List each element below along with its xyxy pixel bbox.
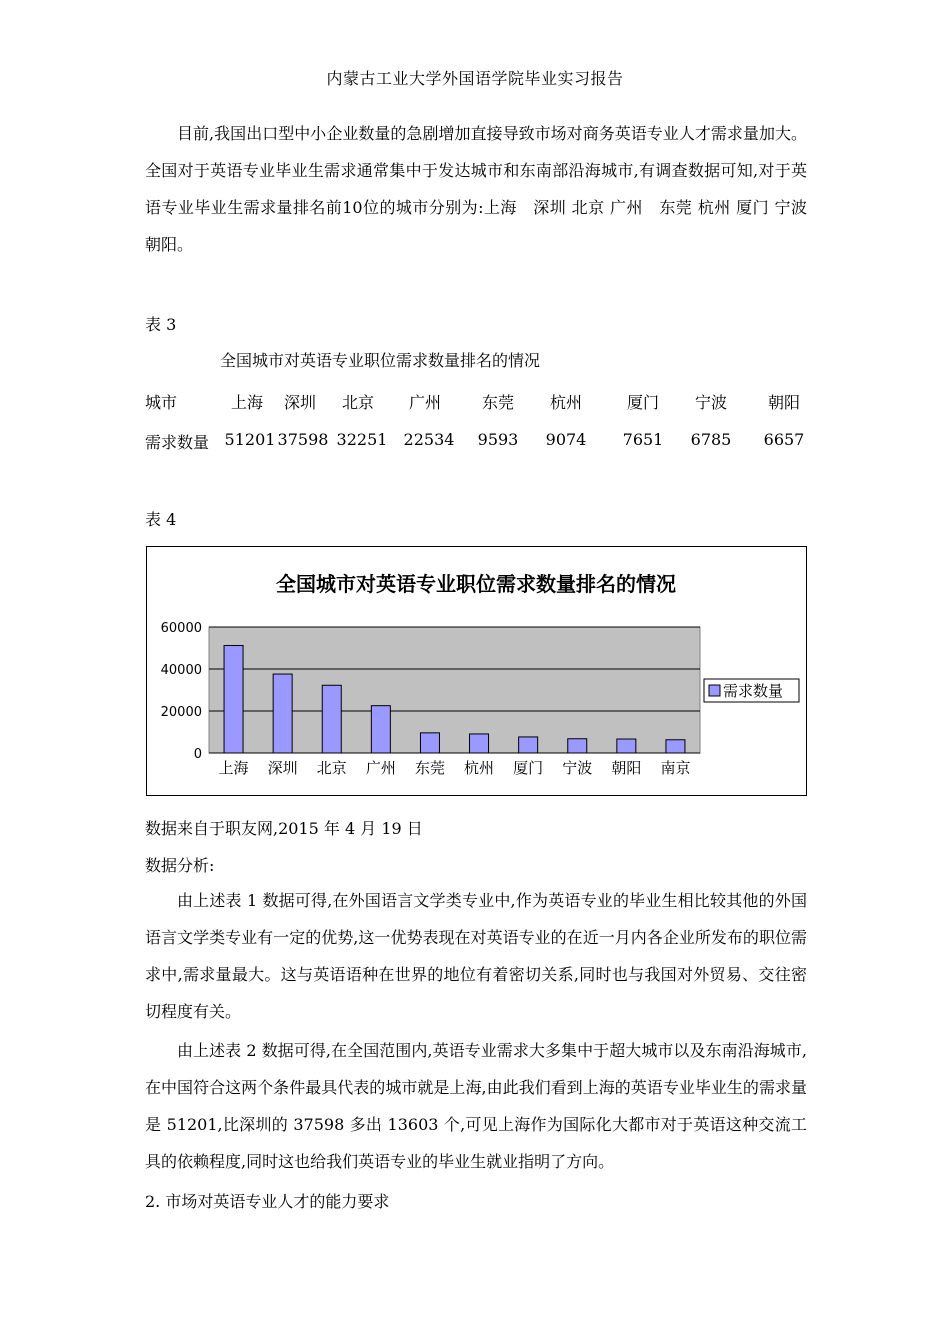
y-tick-label: 60000	[160, 621, 202, 636]
bar	[273, 674, 292, 753]
table3-value: 51201	[224, 430, 276, 449]
bar	[617, 739, 636, 753]
data-source-note: 数据来自于职友网,2015 年 4 月 19 日	[145, 819, 423, 838]
analysis-label: 数据分析:	[145, 856, 215, 875]
table3-city: 广州	[408, 393, 441, 412]
bar	[568, 739, 587, 753]
x-tick-label: 北京	[316, 759, 347, 777]
table3-city: 杭州	[549, 393, 582, 412]
x-tick-label: 深圳	[267, 759, 298, 777]
x-tick-label: 广州	[365, 759, 396, 777]
bar-chart	[146, 546, 807, 796]
chart-title: 全国城市对英语专业职位需求数量排名的情况	[276, 572, 676, 596]
y-tick-label: 20000	[160, 705, 202, 720]
table3-value: 22534	[403, 430, 455, 449]
table3-city: 北京	[341, 393, 374, 412]
table3-title: 全国城市对英语专业职位需求数量排名的情况	[220, 351, 541, 370]
table3-city: 东莞	[481, 393, 514, 412]
paragraph-analysis-1: 由上述表 1 数据可得,在外国语言文学类专业中,作为英语专业的毕业生相比较其他的外国语言文学类专业有一定的优势,这一优势表现在对英语专业的在近一月内各企业所发布的职位需求中,需求量最大。这与英语语种在世界的地位有着密切关系,同时也与我国对外贸易、交往密切程度有关。	[145, 891, 807, 1021]
table3-row-city-label: 城市	[145, 393, 178, 412]
table3-value: 37598	[277, 430, 329, 449]
table3-value: 6657	[763, 430, 805, 449]
table3-value: 6785	[690, 430, 732, 449]
legend-label: 需求数量	[723, 682, 784, 700]
x-tick-label: 宁波	[562, 759, 593, 777]
bar	[322, 685, 341, 753]
x-tick-label: 杭州	[464, 759, 495, 777]
table3-value: 32251	[336, 430, 388, 449]
table3-value: 9593	[477, 430, 519, 449]
x-tick-label: 南京	[660, 759, 691, 777]
table3-city: 宁波	[694, 393, 727, 412]
x-tick-label: 厦门	[513, 759, 544, 777]
bar	[224, 645, 243, 753]
x-tick-label: 上海	[218, 759, 249, 777]
paragraph-intro: 目前,我国出口型中小企业数量的急剧增加直接导致市场对商务英语专业人才需求量加大。全国对于英语专业毕业生需求通常集中于发达城市和东南部沿海城市,有调查数据可知,对于英语专业毕业生需求量排名前10位的城市分别为:上海 深圳 北京 广州 东莞 杭州 厦门 宁波 朝阳。	[145, 124, 807, 254]
table3-value: 9074	[545, 430, 587, 449]
table3-city: 深圳	[283, 393, 316, 412]
y-tick-label: 0	[193, 747, 202, 762]
y-tick-label: 40000	[160, 663, 202, 678]
bar-chart-svg	[147, 547, 806, 795]
bar	[666, 740, 685, 753]
x-tick-label: 朝阳	[611, 759, 642, 777]
table3-label: 表 3	[145, 315, 177, 334]
table3-city: 厦门	[626, 393, 659, 412]
section-heading: 2. 市场对英语专业人才的能力要求	[145, 1192, 390, 1211]
table3-row-demand-label: 需求数量	[145, 433, 210, 452]
bar	[420, 733, 439, 753]
page-header: 内蒙古工业大学外国语学院毕业实习报告	[326, 69, 624, 88]
table3-value: 7651	[622, 430, 664, 449]
table4-label: 表 4	[145, 510, 177, 529]
table3-city: 上海	[230, 393, 263, 412]
bar	[519, 737, 538, 753]
x-tick-label: 东莞	[414, 759, 445, 777]
paragraph-analysis-2: 由上述表 2 数据可得,在全国范围内,英语专业需求大多集中于超大城市以及东南沿海城市,在中国符合这两个条件最具代表的城市就是上海,由此我们看到上海的英语专业毕业生的需求量是 51201,比深圳的 37598 多出 13603 个,可见上海作为国际化大都市对于英语这种交流工具的依赖程度,同时这也给我们英语专业的毕业生就业指明了方向。	[145, 1041, 807, 1171]
bar	[371, 706, 390, 753]
legend-swatch	[709, 685, 720, 696]
bar	[470, 734, 489, 753]
table3-city: 朝阳	[767, 393, 800, 412]
